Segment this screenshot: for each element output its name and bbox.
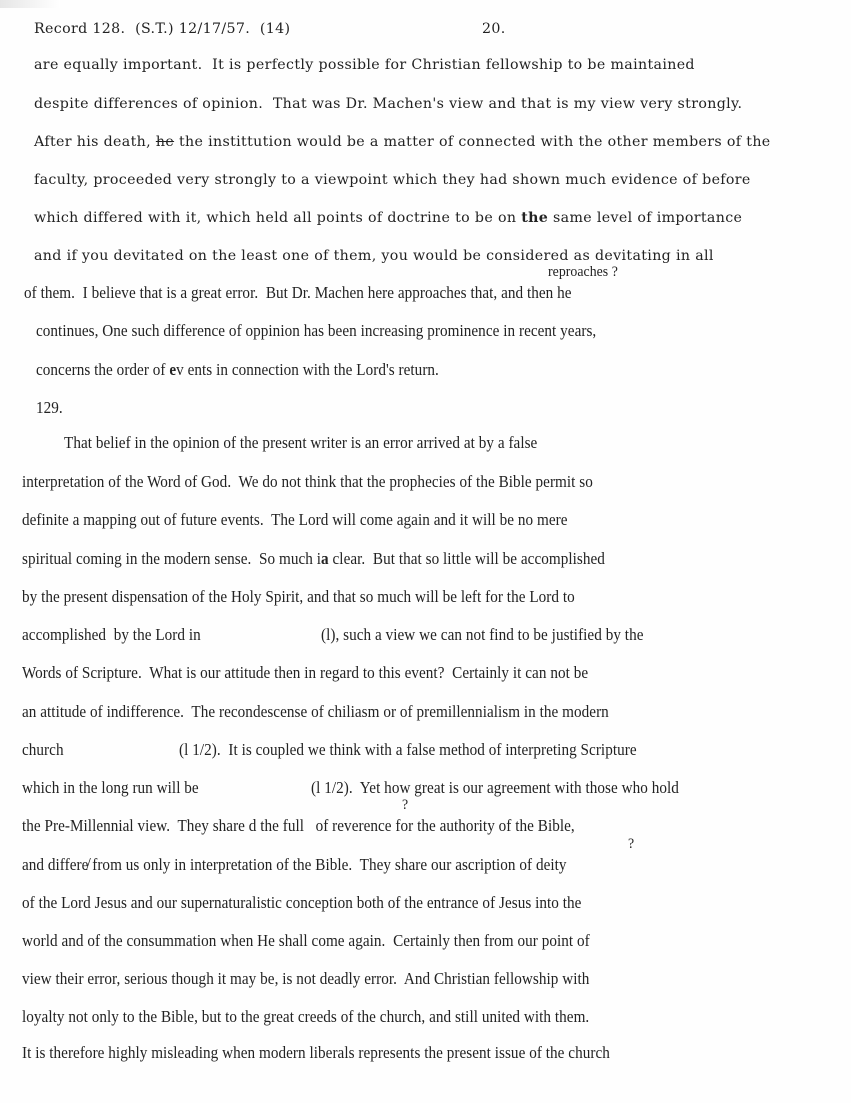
overstruck-letter: a — [321, 549, 329, 568]
section-number: 129. — [36, 398, 63, 417]
text-line: church — [22, 740, 64, 759]
text-segment: spiritual coming in the modern sense. So much i — [22, 549, 322, 568]
text-line — [34, 209, 742, 227]
text-line: definite a mapping out of future events. The Lord will come again and it will be no mere — [22, 510, 568, 529]
text-line: (l), such a view we can not find to be justified by the — [321, 625, 644, 644]
text-segment: concerns the order of — [36, 360, 170, 379]
record-header: Record 128. (S.T.) 12/17/57. (14) — [34, 21, 291, 37]
text-line: of the Lord Jesus and our supernaturalistic conception both of the entrance of Jesus into the — [22, 893, 582, 912]
margin-note: reproaches ? — [548, 264, 618, 280]
text-line: of them. I believe that is a great error. But Dr. Machen here approaches that, and then he — [24, 283, 572, 302]
text-line: which in the long run will be — [22, 778, 199, 797]
margin-note: ? — [402, 797, 409, 813]
overstruck-word: the — [521, 210, 549, 226]
text-segment: After his death, — [34, 134, 156, 150]
margin-note: ? — [628, 836, 635, 852]
text-line: and if you devitated on the least one of them, you would be considered as devitating in all — [34, 248, 714, 264]
text-line: despite differences of opinion. That was Dr. Machen's view and that is my view very strongly. — [34, 96, 743, 112]
text-line: are equally important. It is perfectly possible for Christian fellowship to be maintained — [34, 57, 695, 73]
text-line: It is therefore highly misleading when modern liberals represents the present issue of the church — [22, 1043, 610, 1062]
text-line: continues, One such difference of oppinion has been increasing prominence in recent years, — [36, 321, 597, 340]
text-segment: same level of importance — [548, 210, 743, 226]
text-line: That belief in the opinion of the present writer is an error arrived at by a false — [64, 433, 538, 452]
text-segment: which differed with it, which held all points of doctrine to be on — [34, 210, 522, 226]
text-line: (l 1/2). Yet how great is our agreement with those who hold — [311, 778, 679, 797]
text-line: Words of Scripture. What is our attitude then in regard to this event? Certainly it can not be — [22, 663, 589, 682]
text-line: view their error, serious though it may be, is not deadly error. And Christian fellowship with — [22, 969, 590, 988]
page-number: 20. — [482, 21, 506, 37]
text-line — [34, 133, 771, 151]
text-line: (l 1/2). It is coupled we think with a false method of interpreting Scripture — [179, 740, 637, 759]
text-line — [22, 550, 605, 568]
text-line — [36, 361, 439, 379]
text-segment: the instittution would be a matter of connected with the other members of the — [174, 134, 771, 150]
struck-word: he — [155, 134, 175, 150]
text-line: by the present dispensation of the Holy Spirit, and that so much will be left for the Lord to — [22, 587, 575, 606]
overstruck-letter: e — [169, 360, 177, 379]
text-line: loyalty not only to the Bible, but to the great creeds of the church, and still united with them. — [22, 1007, 590, 1026]
text-line: the Pre-Millennial view. They share d the full of reverence for the authority of the Bible, — [22, 816, 575, 835]
text-line: an attitude of indifference. The recondescense of chiliasm or of premillennialism in the modern — [22, 702, 609, 721]
text-line: faculty, proceeded very strongly to a viewpoint which they had shown much evidence of before — [34, 172, 751, 188]
scan-edge-mark — [0, 0, 60, 8]
text-line: world and of the consummation when He shall come again. Certainly then from our point of — [22, 931, 590, 950]
text-segment: clear. But that so little will be accomplished — [328, 549, 605, 568]
text-line: and differe̸ from us only in interpretation of the Bible. They share our ascription of deity — [22, 855, 567, 874]
text-line: accomplished by the Lord in — [22, 625, 201, 644]
text-line: interpretation of the Word of God. We do not think that the prophecies of the Bible permit so — [22, 472, 593, 491]
text-segment: v ents in connection with the Lord's return. — [176, 360, 439, 379]
